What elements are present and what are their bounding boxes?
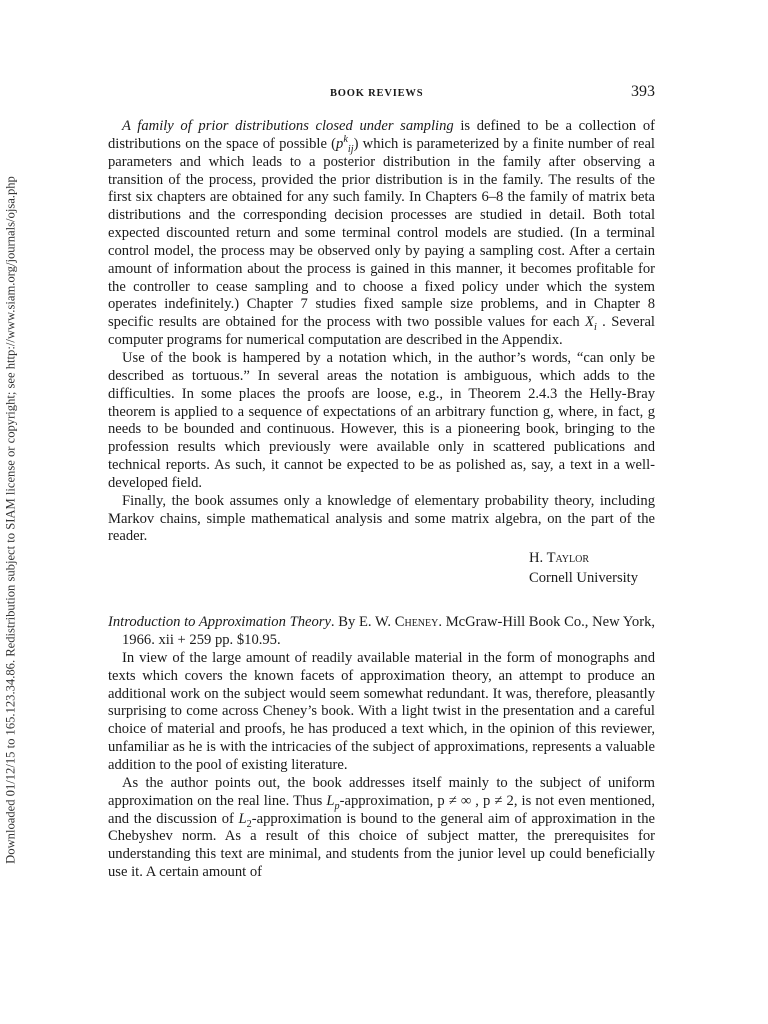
review2-paragraph-2 <box>108 775 655 882</box>
reviewer-signature <box>108 548 655 588</box>
review1-paragraph-2: Use of the book is hampered by a notation which, in the author’s words, “can only be described as tortuous.” In several areas the notation is ambiguous, which adds to the difficulties. In some places the proofs are loose, e.g., in Theorem 2.4.3 the Helly-Bray theorem is applied to a sequence of expectations of an arbitrary function g, where, in fact, g needs to be bounded and continuous. However, this is a pioneering book, bringing to the profession results which previously were available only in scattered publications and technical reports. As such, it cannot be expected to be as polished as, say, a text in a well-developed field. <box>108 349 655 491</box>
reviewer-name: H. Taylor <box>529 550 590 567</box>
math-superscript: k <box>343 133 348 145</box>
reviewer-affiliation: Cornell University <box>529 570 639 587</box>
math-l: L <box>238 810 247 827</box>
paragraph-text: . Several computer programs for numerical computation are described in the Appendix. <box>108 314 655 349</box>
review1-paragraph-3: Finally, the book assumes only a knowledge of elementary probability theory, including Markov chains, simple mathematical analysis and some matrix algebra, on the part of the reader. <box>108 492 655 545</box>
math-subscript: ij <box>347 143 354 155</box>
math-subscript: 2 <box>246 818 252 830</box>
citation-publisher: . McGraw-Hill Book Co., New York, 1966. xii + 259 pp. $10.95. <box>122 614 656 649</box>
paragraph-text: -approximation is bound to the general aim of approximation in the Chebyshev norm. As a result of this choice of subject matter, the prerequisites for understanding this text are minimal, and students from the junior level up could beneficially use it. A certain amount of <box>108 810 655 881</box>
math-p: p <box>336 135 344 152</box>
review2-citation <box>108 614 655 650</box>
book-title: Introduction to Approximation Theory <box>108 614 331 631</box>
math-subscript: p <box>334 800 340 812</box>
math-l: L <box>326 792 335 809</box>
math-subscript: i <box>593 322 597 334</box>
page-number: 393 <box>631 83 655 100</box>
defined-term: A family of prior distributions closed under sampling <box>122 118 454 134</box>
download-notice-sidebar <box>2 80 20 960</box>
running-head-title: BOOK REVIEWS <box>330 88 424 99</box>
book-author: Cheney <box>394 614 439 631</box>
download-notice-text: Downloaded 01/12/15 to 165.123.34.86. Redistribution subject to SIAM license or copyright; see http://www.siam.org/journals/ojsa.php <box>3 176 18 864</box>
math-x: X <box>585 314 594 331</box>
citation-by: . By E. W. <box>330 614 395 631</box>
paragraph-text: -approximation, p ≠ ∞ , p ≠ 2, is not even mentioned, and the discussion of <box>108 792 656 827</box>
running-head <box>0 83 768 104</box>
paragraph-text: is defined to be a collection of distributions on the space of possible ( <box>108 118 655 152</box>
paragraph-text: ) which is parameterized by a finite number of real parameters and which leads to a posterior distribution in the family after observing a transition of the process, provided the prior distribution is in the family. The results of the first six chapters are obtained for any such family. In Chapters 6–8 the family of matrix beta distributions and the corresponding decision processes are studied in detail. Both total expected discounted return and some terminal control models are studied. (In a terminal control model, the process may be observed only by paying a sampling cost. After a certain amount of information about the process is gained in this manner, it becomes profitable for the controller to cease sampling and to choose a fixed policy under which the system operates indefinitely.) Chapter 7 studies fixed sample size problems, and in Chapter 8 specific results are obtained for the process with two possible values for each <box>108 135 655 331</box>
paragraph-text: As the author points out, the book addresses itself mainly to the subject of uniform approximation on the real line. Thus <box>108 774 655 809</box>
review1-paragraph-1 <box>108 118 655 350</box>
page-body <box>108 118 655 882</box>
review2-paragraph-1: In view of the large amount of readily available material in the form of monographs and texts which covers the known facets of approximation theory, an attempt to produce an additional work on the subject would seem somewhat redundant. It was, therefore, pleasantly surprising to come across Cheney’s book. With a light twist in the presentation and a careful choice of material and proofs, he has produced a text which, in the opinion of this reviewer, unfamiliar as he is with the intricacies of the subject of approximations, represents a valuable addition to the pool of existing literature. <box>108 649 655 773</box>
